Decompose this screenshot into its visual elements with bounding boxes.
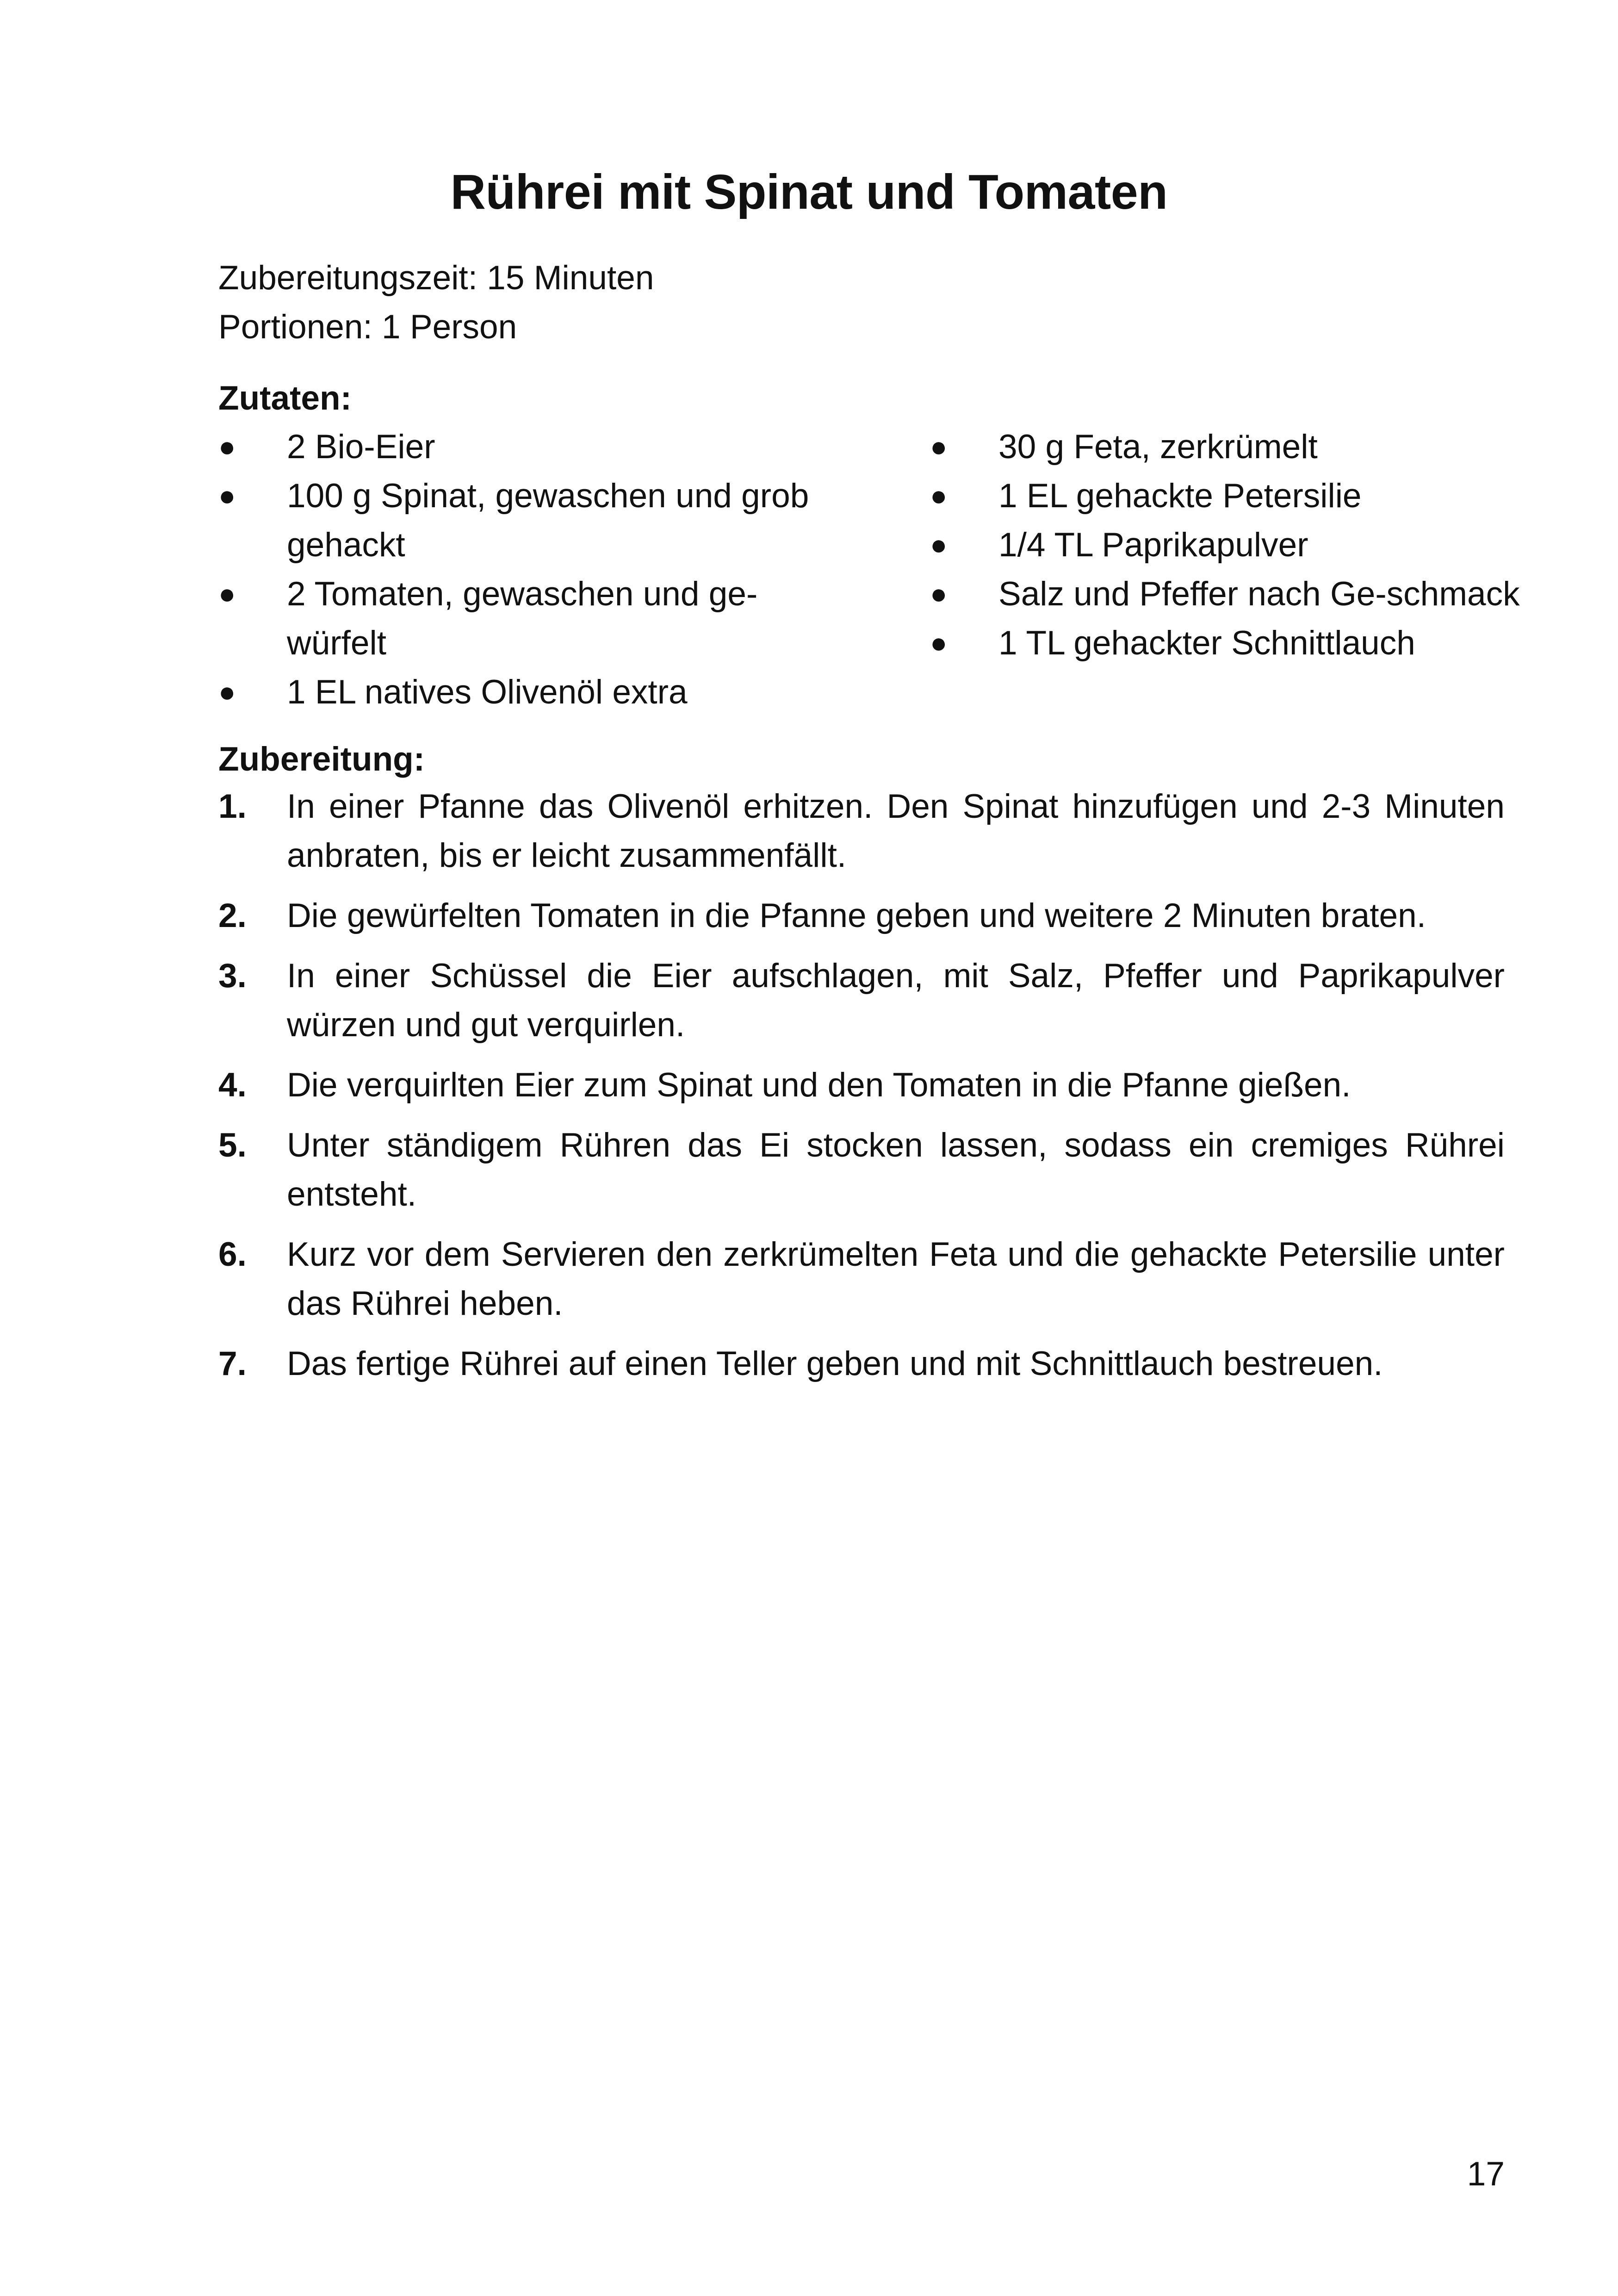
ingredient-text: 100 g Spinat, gewaschen und grob gehackt	[287, 477, 809, 564]
ingredients-list-left	[218, 423, 815, 717]
bullet-icon: ●	[930, 480, 948, 512]
bullet-icon: ●	[930, 529, 948, 561]
page-number: 17	[1467, 2155, 1505, 2193]
step-number: 1.	[218, 788, 247, 825]
step-text: In einer Schüssel die Eier aufschlagen, mit Salz, Pfeffer und Paprikapulver würzen und gut verquirlen.	[287, 957, 1505, 1044]
bullet-icon: ●	[218, 578, 236, 610]
ingredient-item	[930, 619, 1545, 668]
ingredient-item	[218, 423, 815, 472]
steps-list	[218, 782, 1505, 1400]
step-number: 4.	[218, 1066, 247, 1104]
prep-time: Zubereitungszeit: 15 Minuten	[218, 259, 654, 297]
step-number: 3.	[218, 957, 247, 995]
ingredients-heading: Zutaten:	[218, 380, 352, 417]
step-item	[218, 1121, 1505, 1219]
step-item	[218, 1230, 1505, 1328]
ingredient-item	[218, 668, 815, 717]
step-number: 6.	[218, 1236, 247, 1273]
step-item	[218, 782, 1505, 880]
bullet-icon: ●	[930, 627, 948, 659]
recipe-meta	[218, 254, 654, 352]
ingredient-item	[218, 570, 815, 668]
ingredient-text: Salz und Pfeffer nach Ge-schmack	[998, 575, 1520, 613]
step-item	[218, 1061, 1505, 1110]
bullet-icon: ●	[218, 431, 236, 463]
step-item	[218, 1339, 1505, 1388]
bullet-icon: ●	[218, 676, 236, 708]
ingredient-item	[930, 521, 1545, 570]
step-text: Die gewürfelten Tomaten in die Pfanne geben und weitere 2 Minuten braten.	[287, 897, 1426, 934]
ingredient-item	[218, 472, 815, 570]
ingredient-item	[930, 423, 1545, 472]
ingredient-item	[930, 570, 1545, 619]
step-number: 2.	[218, 897, 247, 934]
bullet-icon: ●	[218, 480, 236, 512]
ingredient-text: 1 EL natives Olivenöl extra	[287, 673, 688, 711]
ingredient-text: 2 Tomaten, gewaschen und ge-würfelt	[287, 575, 758, 662]
bullet-icon: ●	[930, 578, 948, 610]
steps-heading: Zubereitung:	[218, 740, 425, 778]
ingredient-text: 2 Bio-Eier	[287, 428, 435, 466]
step-text: Die verquirlten Eier zum Spinat und den Tomaten in die Pfanne gießen.	[287, 1066, 1351, 1104]
step-item	[218, 952, 1505, 1050]
ingredient-text: 1 TL gehackter Schnittlauch	[998, 624, 1415, 662]
bullet-icon: ●	[930, 431, 948, 463]
step-text: Unter ständigem Rühren das Ei stocken lassen, sodass ein cremiges Rührei entsteht.	[287, 1126, 1505, 1213]
step-number: 7.	[218, 1345, 247, 1382]
step-text: Kurz vor dem Servieren den zerkrümelten Feta und die gehackte Petersilie unter das Rührei heben.	[287, 1236, 1505, 1322]
step-number: 5.	[218, 1126, 247, 1164]
ingredient-text: 1/4 TL Paprikapulver	[998, 526, 1308, 564]
recipe-title: Rührei mit Spinat und Tomaten	[450, 165, 1168, 219]
step-text: In einer Pfanne das Olivenöl erhitzen. Den Spinat hinzufügen und 2-3 Minuten anbraten, bis er leicht zusammenfällt.	[287, 788, 1505, 874]
ingredient-item	[930, 472, 1545, 521]
step-item	[218, 891, 1505, 940]
ingredient-text: 30 g Feta, zerkrümelt	[998, 428, 1318, 466]
step-text: Das fertige Rührei auf einen Teller geben und mit Schnittlauch bestreuen.	[287, 1345, 1383, 1382]
servings: Portionen: 1 Person	[218, 308, 517, 346]
ingredients-list-right	[930, 423, 1545, 668]
ingredient-text: 1 EL gehackte Petersilie	[998, 477, 1362, 515]
